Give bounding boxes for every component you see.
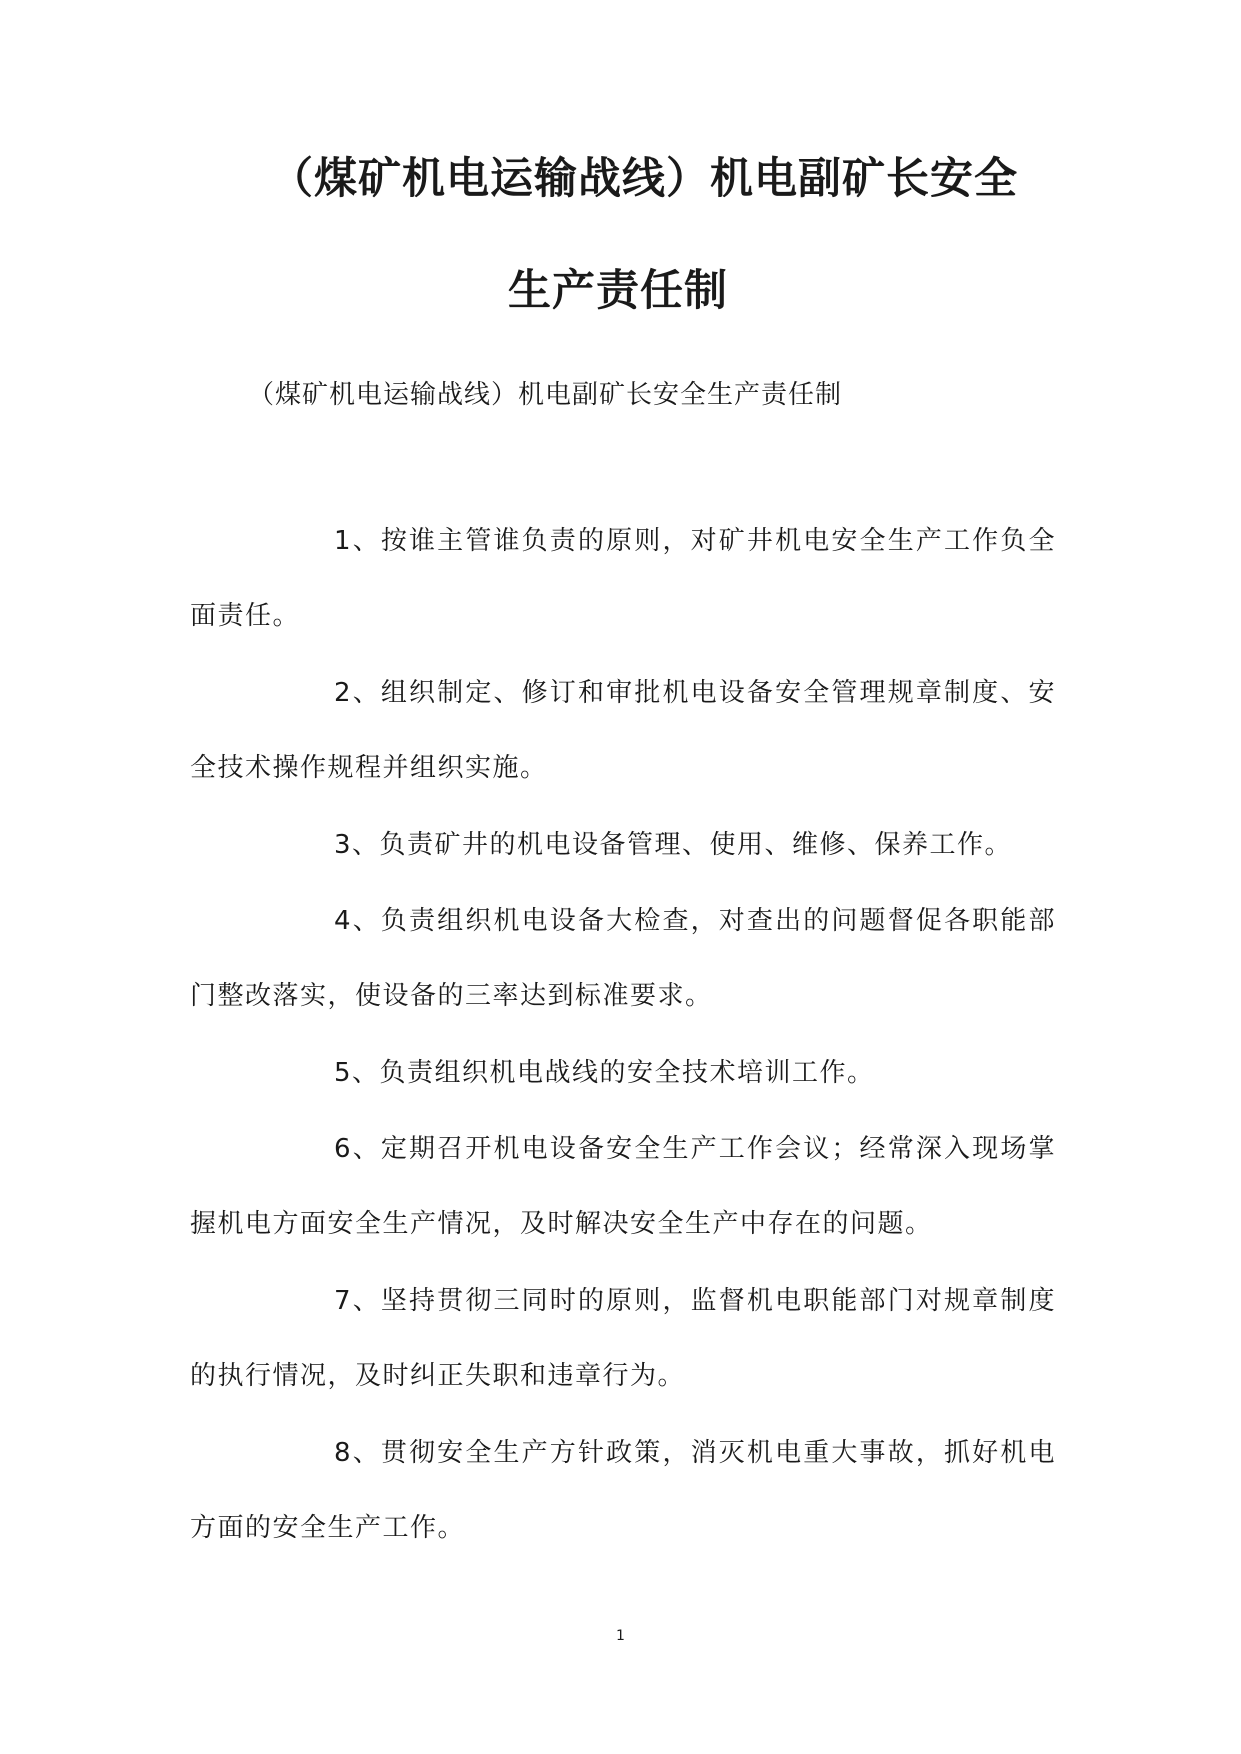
- page-number: 1: [616, 1628, 625, 1644]
- paragraph-8: 8、贯彻安全生产方针政策，消灭机电重大事故，抓好机电方面的安全生产工作。: [190, 1438, 1056, 1543]
- document-title-line-2: 生产责任制: [508, 266, 728, 316]
- paragraph-7: 7、坚持贯彻三同时的原则，监督机电职能部门对规章制度的执行情况，及时纠正失职和违章行为。: [190, 1286, 1056, 1391]
- paragraph-1: 1、按谁主管谁负责的原则，对矿井机电安全生产工作负全面责任。: [190, 526, 1056, 631]
- paragraph-2: 2、组织制定、修订和审批机电设备安全管理规章制度、安全技术操作规程并组织实施。: [190, 678, 1056, 783]
- document-title-line-1: （煤矿机电运输战线）机电副矿长安全: [270, 154, 1018, 204]
- paragraph-4: 4、负责组织机电设备大检查，对查出的问题督促各职能部门整改落实，使设备的三率达到标准要求。: [190, 906, 1056, 1011]
- document-subtitle: （煤矿机电运输战线）机电副矿长安全生产责任制: [248, 380, 843, 410]
- paragraph-6: 6、定期召开机电设备安全生产工作会议；经常深入现场掌握机电方面安全生产情况，及时解决安全生产中存在的问题。: [190, 1134, 1056, 1239]
- paragraph-5: 5、负责组织机电战线的安全技术培训工作。: [334, 1058, 875, 1088]
- paragraph-3: 3、负责矿井的机电设备管理、使用、维修、保养工作。: [334, 830, 1013, 860]
